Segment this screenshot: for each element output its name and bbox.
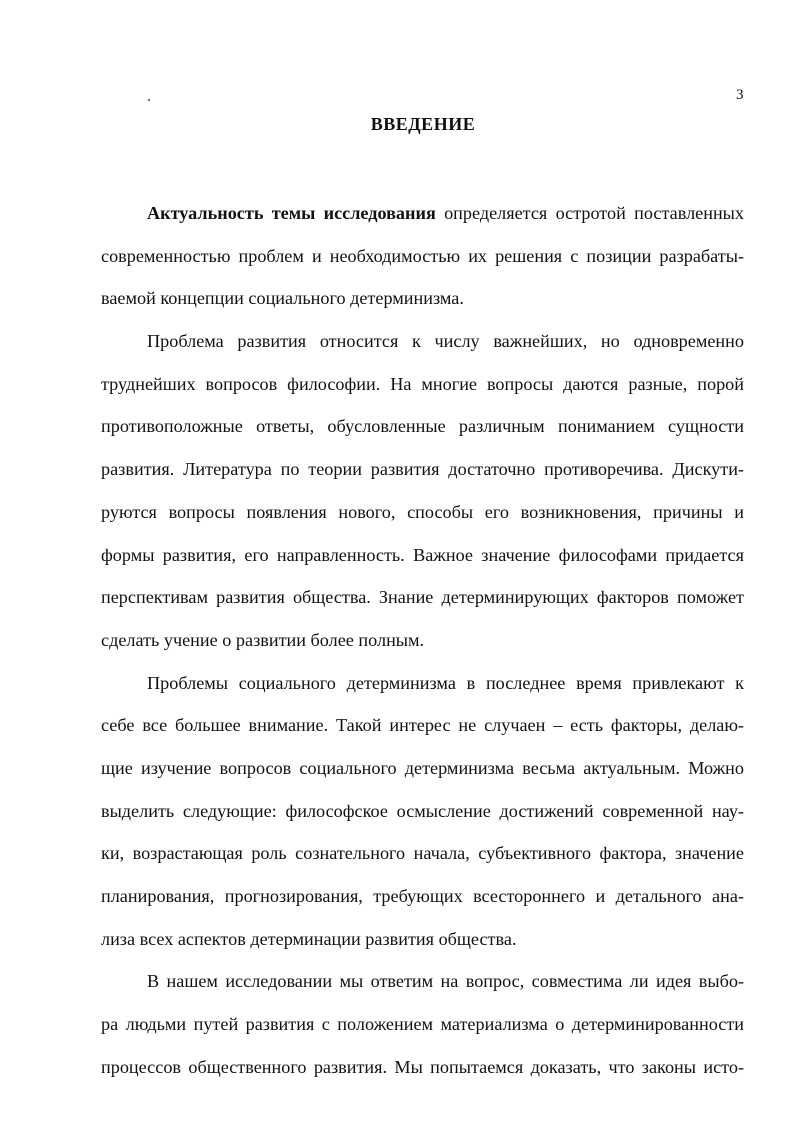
- text-line: Проблема развития относится к числу важнейших, но одновременно: [147, 331, 744, 352]
- text-line: выделить следующие: философское осмысление достижений современной нау-: [101, 800, 744, 821]
- text-line: перспективам развития общества. Знание детерминирующих факторов поможет: [101, 587, 744, 608]
- text-line: лиза всех аспектов детерминации развития общества.: [101, 928, 517, 949]
- page-title: ВВЕДЕНИЕ: [370, 114, 476, 134]
- scan-speck: [148, 99, 150, 101]
- text-line: ваемой концепции социального детерминизма.: [101, 288, 464, 309]
- text-line: В нашем исследовании мы ответим на вопрос, совместима ли идея выбо-: [147, 971, 744, 992]
- text-line: процессов общественного развития. Мы попытаемся доказать, что законы исто-: [101, 1056, 744, 1077]
- text-line: планирования, прогнозирования, требующих всестороннего и детального ана-: [101, 886, 744, 906]
- text-line: противоположные ответы, обусловленные различным пониманием сущности: [101, 416, 744, 437]
- text-line: развития. Литература по теории развития достаточно противоречива. Дискути-: [101, 459, 744, 480]
- text-line: современностью проблем и необходимостью их решения с позиции разрабаты-: [101, 245, 744, 266]
- bold-phrase: Актуальность темы исследования: [147, 203, 436, 223]
- text-line: руются вопросы появления нового, способы его возникновения, причины и: [101, 501, 744, 522]
- body-text: [101, 196, 744, 1092]
- text-line: труднейших вопросов философии. На многие вопросы даются разные, порой: [101, 373, 744, 394]
- text-line: сделать учение о развитии более полным.: [101, 629, 425, 650]
- text-line: формы развития, его направленность. Важное значение философами придается: [101, 544, 744, 565]
- text-line: [101, 196, 744, 239]
- text-line: ки, возрастающая роль сознательного начала, субъективного фактора, значение: [101, 843, 744, 864]
- text-line: ра людьми путей развития с положением материализма о детерминированности: [101, 1014, 744, 1035]
- text-line: себе все большее внимание. Такой интерес не случаен – есть факторы, делаю-: [101, 715, 744, 736]
- text-line: щие изучение вопросов социального детерминизма весьма актуальным. Можно: [101, 757, 744, 778]
- page-number: 3: [736, 87, 744, 103]
- line-text: определяется остротой поставленных: [435, 203, 744, 223]
- text-line: Проблемы социального детерминизма в последнее время привлекают к: [147, 672, 744, 693]
